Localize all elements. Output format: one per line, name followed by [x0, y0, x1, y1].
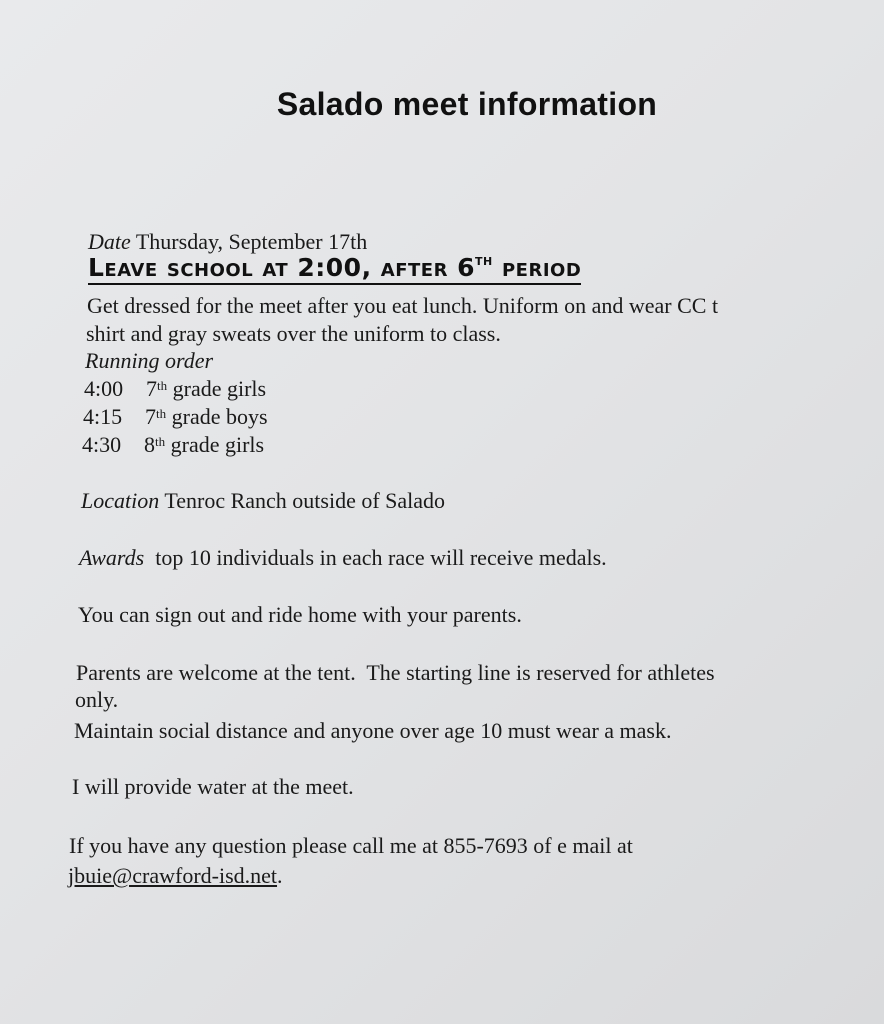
water-line: I will provide water at the meet.: [72, 774, 354, 799]
awards-value: top 10 individuals in each race will receive medals.: [144, 545, 607, 570]
dress-line-2: shirt and gray sweats over the uniform to class.: [86, 321, 501, 346]
race-time: 4:00: [84, 376, 124, 401]
race-grade-sup: th: [155, 434, 166, 449]
running-order-label: Running order: [85, 348, 214, 373]
race-time: 4:30: [82, 432, 122, 457]
race-grade: 7: [145, 404, 156, 429]
awards-label: Awards: [79, 545, 145, 570]
location-label: Location: [81, 488, 160, 513]
distance-line: Maintain social distance and anyone over age 10 must wear a mask.: [74, 718, 672, 743]
leave-sup: th: [475, 251, 493, 269]
awards-line: [79, 544, 607, 572]
contact-line-1: If you have any question please call me at 855-7693 of e mail at: [69, 833, 633, 858]
race-desc: grade boys: [166, 404, 268, 429]
race-desc: grade girls: [167, 376, 267, 401]
email-link[interactable]: jbuie@crawford-isd.net: [68, 863, 278, 888]
race-grade: 8: [144, 432, 155, 457]
date-label: Date: [88, 229, 131, 254]
leave-tail: period: [492, 253, 582, 282]
location-line: [81, 487, 445, 515]
race-grade-sup: th: [157, 378, 168, 393]
leave-school-heading: [88, 253, 581, 285]
contact-line-2: [68, 862, 283, 890]
leave-text: Leave school at 2:00, after 6: [88, 253, 476, 282]
race-desc: grade girls: [165, 432, 265, 457]
race-grade: 7: [146, 376, 157, 401]
dress-line-1: Get dressed for the meet after you eat lunch. Uniform on and wear CC t: [87, 293, 719, 318]
page-title: Salado meet information: [276, 86, 658, 122]
parents-line-1: Parents are welcome at the tent. The starting line is reserved for athletes: [76, 660, 715, 685]
signout-line: You can sign out and ride home with your parents.: [78, 602, 522, 627]
parents-line-2: only.: [75, 687, 119, 712]
date-value: Thursday, September 17th: [130, 229, 368, 254]
race-grade-sup: th: [156, 406, 167, 421]
location-value: Tenroc Ranch outside of Salado: [159, 488, 446, 513]
race-time: 4:15: [83, 404, 123, 429]
running-order-item: [83, 403, 268, 431]
date-line: [88, 228, 367, 256]
running-order-item: [82, 431, 264, 459]
running-order-item: [84, 375, 266, 403]
contact-period: .: [277, 863, 283, 888]
